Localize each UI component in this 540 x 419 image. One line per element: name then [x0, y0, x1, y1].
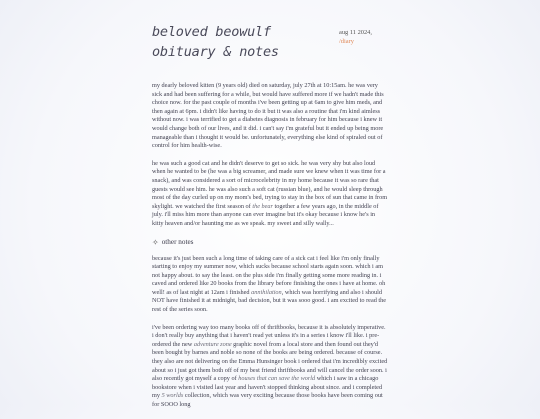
section-heading-other-notes: [152, 238, 388, 247]
text-span: , which was horrifying and also i should NOT have finished it at midnight, bad decision, but it was sooo good. i am excited to read the rest of the series soon.: [152, 288, 387, 314]
text-span: i've been ordering way too many books off of thriftbooks, because it is absolutely imperative. i don't really buy anything that i haven't read yet unless it's in a series i know i'll like. i pre-ordered the new: [152, 323, 386, 348]
notes-paragraph-2: [152, 324, 388, 410]
sparkle-icon: ✧: [152, 237, 159, 247]
text-span: which i saw in a chicago bookstore when i visited last year and haven't stopped thinking about since. and i completed my: [152, 375, 383, 400]
book-title: houses that can save the world: [238, 375, 316, 383]
text-span: because it's just been such a long time of taking care of a sick cat i feel like i'm only finally starting to enjoy my summer now, which sucks because school starts again soon. which i am not happy about. to say the least. on the plus side i'm finally getting some more reading in. i caved and ordered like 20 books from the library before finishing the ones i have at home. oh well! as of last night at 12am i finished: [152, 254, 386, 296]
text-span: he was such a good cat and he didn't deserve to get so sick. he was very shy but also loud when he wanted to be (he was a big screamer, and made sure we knew when it was time for a snack), and was considered a sort of microcelebrity in my home because it was so rare that guests would see him. he was also such a soft cat (russian blue), and he would sleep through most of the day curled up on my mom's bed, trying to stay in the box of sun that came in from skylight. we watched the first season of: [152, 159, 388, 210]
diary-tag-link[interactable]: /diary: [339, 38, 354, 45]
notes-paragraph-1: [152, 255, 388, 315]
text-span: together a few years ago, in the middle of july. i'll miss him more than anyone can ever imagine but it's okay because i know he's in kitty heaven and/or haunting me as we speak. my sweet and silly wally...: [152, 202, 379, 227]
book-title: adventure zone: [193, 340, 232, 348]
book-title: 5 worlds: [161, 392, 184, 400]
book-title: annihilation: [251, 288, 282, 296]
diary-entry: [152, 22, 388, 419]
entry-meta: [339, 28, 372, 46]
section-heading-label: other notes: [161, 238, 194, 246]
text-span: collection, which was very exciting because those books have been coming out for SOOO long: [152, 392, 383, 408]
text-span: graphic novel from a local store and then found out they'd been bought by barnes and noble so none of the books are being ordered. because of course. they also are not delivering on the Emma Hunsinger book i ordered that i'm incredibly excited about so i just got them both off of my best friend thriftbooks and will cancel the order soon. i also recently got myself a copy of: [152, 340, 388, 383]
show-title: the bear: [252, 202, 273, 210]
obituary-paragraph-2: [152, 160, 388, 229]
page-title: beloved beowulf obituary & notes: [152, 24, 279, 60]
obituary-paragraph-1: my dearly beloved kitten (9 years old) died on saturday, july 27th at 10:15am. he was very sick and had been suffering for a while, but would have suffered more if we hadn't made this choice now. for the past couple of months i've been getting up at 6am to give him meds, and then again at 6pm. i didn't like having to do it but it was also a routine that i'm kind aimless without now. i was terrified to get a diabetes diagnosis in february for him because i knew it would change both of our lives, and it did. i can't say i'm grateful but it ended up being more manageable than i thought it would be. unfortunately, everything else kind of spiraled out of control for him health-wise.: [152, 82, 384, 150]
entry-date: aug 11 2024,: [339, 29, 372, 36]
entry-header: [152, 22, 388, 70]
